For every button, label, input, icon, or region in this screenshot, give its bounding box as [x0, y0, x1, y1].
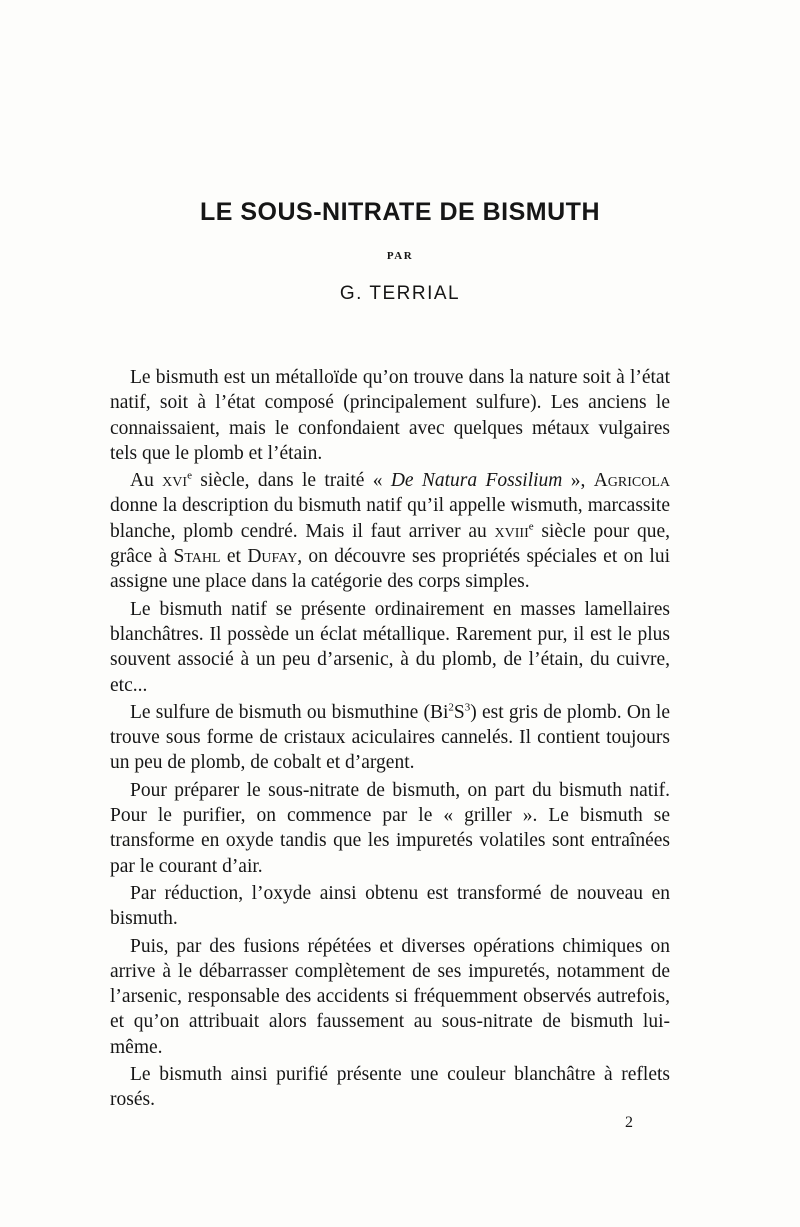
author-name: G. TERRIAL — [339, 283, 461, 304]
paragraph-4 — [110, 700, 670, 776]
paragraph-1: Le bismuth est un métalloïde qu’on trouve dans la nature soit à l’état natif, soit à l’état composé (principalement sulfure). Les anciens le connaissaient, mais le confondaient avec quelques métaux vulgaires tels que le plomb et l’étain. — [110, 367, 670, 464]
century-xvi: xvi — [162, 470, 188, 492]
text-run: », — [562, 470, 594, 492]
name-dufay: Dufay — [247, 546, 298, 568]
paragraph-7: Puis, par des fusions répétées et diverses opérations chimiques on arrive à le débarrasser complètement de ses impuretés, notamment de l’arsenic, responsable des accidents si fréquemment observés autrefois, et qu’on attribuait alors faussement au sous-nitrate de bismuth lui-même. — [110, 935, 670, 1058]
paragraph-8: Le bismuth ainsi purifié présente une couleur blanchâtre à reflets rosés. — [110, 1064, 670, 1111]
paragraph-3: Le bismuth natif se présente ordinairement en masses lamellaires blanchâtres. Il possède un éclat métallique. Rarement pur, il est le plus souvent associé à un peu d’arsenic, à du plomb, de l’étain, du cuivre, etc... — [110, 598, 670, 696]
superscript: e — [528, 520, 534, 533]
text-run: Le sulfure de bismuth ou bismuthine (Bi — [130, 701, 449, 723]
text-run: , on découvre ses propriétés spéciales et on lui assigne une place dans la catégorie des corps simples. — [110, 546, 670, 593]
paragraph-5: Pour préparer le sous-nitrate de bismuth, on part du bismuth natif. Pour le purifier, on commence par le « griller ». Le bismuth se transforme en oxyde tandis que les impuretés volatiles sont entraînées par le courant d’air. — [110, 779, 670, 877]
text-run: siècle, dans le traité « — [191, 470, 391, 492]
text-run: ) est gris de plomb. On le trouve sous forme de cristaux aciculaires cannelés. Il contient toujours un peu de plomb, de cobalt et d’argent. — [110, 701, 670, 774]
byline-par: PAR — [386, 250, 414, 262]
name-stahl: Stahl — [173, 546, 221, 568]
page-number: 2 — [625, 1114, 633, 1131]
text-run: Au — [130, 470, 163, 492]
article-body — [110, 365, 670, 1115]
text-run: donne la description du bismuth natif qu’il appelle wismuth, marcassite blanche, plomb cendré. Mais il faut arriver au — [110, 495, 670, 542]
paragraph-6: Par réduction, l’oxyde ainsi obtenu est transformé de nouveau en bismuth. — [110, 882, 670, 930]
text-run: S — [453, 701, 465, 723]
page-title: LE SOUS-NITRATE DE BISMUTH — [199, 198, 601, 226]
name-agricola: Agricola — [593, 470, 670, 492]
paragraph-2 — [110, 468, 670, 594]
superscript: 3 — [464, 701, 471, 714]
work-title: De Natura Fossilium — [390, 470, 563, 492]
text-run: siècle pour que, grâce à — [110, 520, 670, 568]
superscript: e — [187, 469, 192, 482]
superscript: 2 — [448, 701, 454, 714]
text-run: et — [220, 546, 248, 568]
century-xviii: xviii — [494, 520, 529, 542]
